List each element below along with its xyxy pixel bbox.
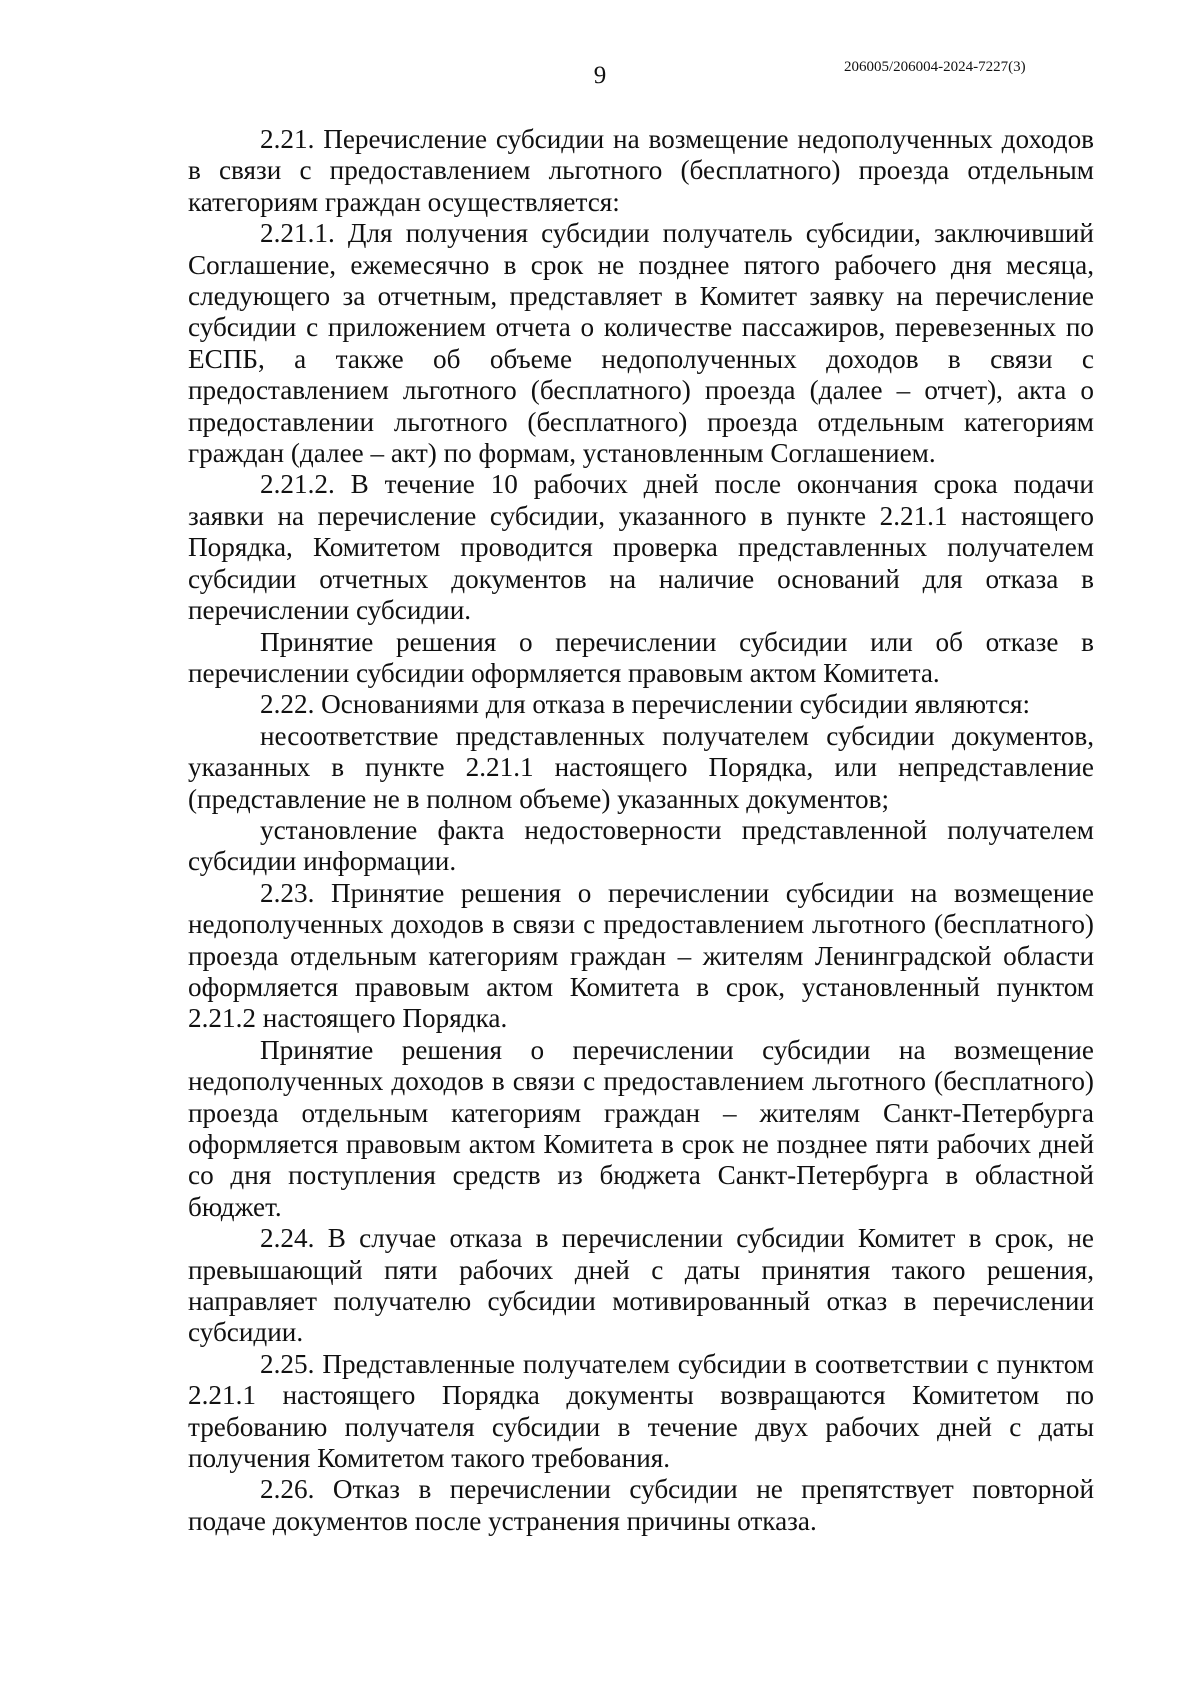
paragraph-refusal-reason-1: несоответствие представленных получателем субсидии документов, указанных в пункте 2.21.1 настоящего Порядка, или непредставление (представление не в полном объеме) указанных документов; [188,720,1094,814]
paragraph-2-23: 2.23. Принятие решения о перечислении субсидии на возмещение недополученных доходов в связи с предоставлением льготного (бесплатного) проезда отдельным категориям граждан – жителям Ленинградской области оформляется правовым актом Комитета в срок, установленный пунктом 2.21.2 настоящего Порядка. [188,877,1094,1034]
page-number: 9 [593,62,607,89]
paragraph-2-21: 2.21. Перечисление субсидии на возмещение недополученных доходов в связи с предоставлением льготного (бесплатного) проезда отдельным категориям граждан осуществляется: [188,124,1094,217]
paragraph-2-21-2: 2.21.2. В течение 10 рабочих дней после окончания срока подачи заявки на перечисление субсидии, указанного в пункте 2.21.1 настоящего Порядка, Комитетом проводится проверка представленных получателем субсидии отчетных документов на наличие оснований для отказа в перечислении субсидии. [188,469,1094,626]
paragraph-2-21-1: 2.21.1. Для получения субсидии получатель субсидии, заключивший Соглашение, ежемесячно в срок не позднее пятого рабочего дня месяца, следующего за отчетным, представляет в Комитет заявку на перечисление субсидии с приложением отчета о количестве пассажиров, перевезенных по ЕСПБ, а также об объеме недополученных доходов в связи с предоставлением льготного (бесплатного) проезда (далее – отчет), акта о предоставлении льготного (бесплатного) проезда отдельным категориям граждан (далее – акт) по формам, установленным Соглашением. [188,218,1094,469]
paragraph-2-26: 2.26. Отказ в перечислении субсидии не препятствует повторной подаче документов после устранения причины отказа. [188,1474,1094,1536]
document-id: 206005/206004-2024-7227(3) [844,59,1026,75]
paragraph-2-24: 2.24. В случае отказа в перечислении субсидии Комитет в срок, не превышающий пяти рабочих дней с даты принятия такого решения, направляет получателю субсидии мотивированный отказ в перечислении субсидии. [188,1223,1094,1348]
paragraph-refusal-reason-2: установление факта недостоверности представленной получателем субсидии информации. [188,814,1094,877]
paragraph-decision: Принятие решения о перечислении субсидии или об отказе в перечислении субсидии оформляется правовым актом Комитета. [188,626,1094,688]
document-body [188,124,1094,1537]
paragraph-2-22: 2.22. Основаниями для отказа в перечислении субсидии являются: [260,689,1031,720]
paragraph-2-23-spb: Принятие решения о перечислении субсидии на возмещение недополученных доходов в связи с предоставлением льготного (бесплатного) проезда отдельным категориям граждан – жителям Санкт-Петербурга оформляется правовым актом Комитета в срок не позднее пяти рабочих дней со дня поступления средств из бюджета Санкт-Петербурга в областной бюджет. [188,1034,1094,1222]
paragraph-2-25: 2.25. Представленные получателем субсидии в соответствии с пунктом 2.21.1 настоящего Порядка документы возвращаются Комитетом по требованию получателя субсидии в течение двух рабочих дней с даты получения Комитетом такого требования. [188,1348,1094,1474]
